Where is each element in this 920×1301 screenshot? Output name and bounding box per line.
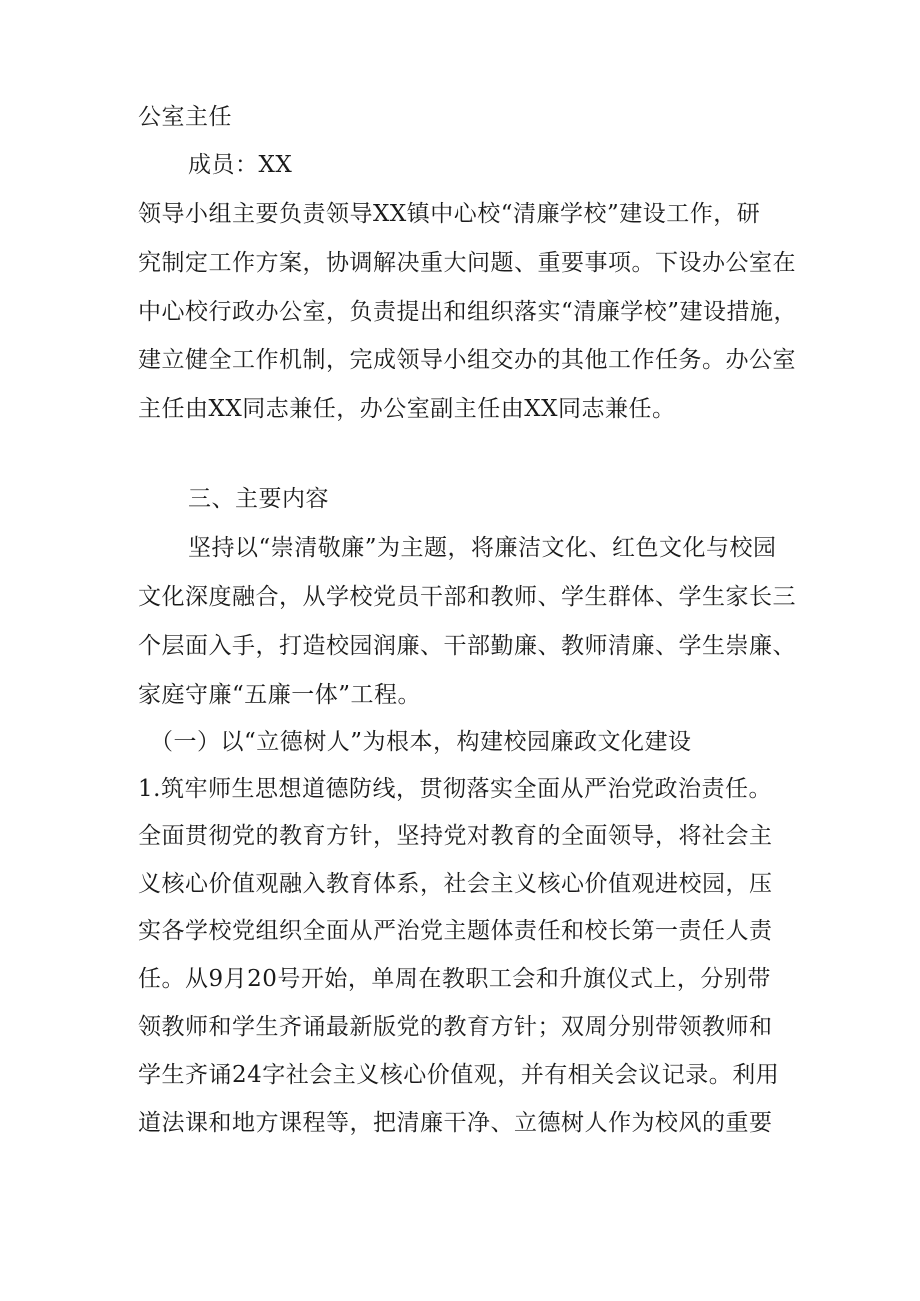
text-line: 家庭守廉“五廉一体”工程。 bbox=[138, 682, 422, 708]
text-line: 文化深度融合，从学校党员干部和教师、学生群体、学生家长三 bbox=[138, 584, 796, 610]
text-line: 实各学校党组织全面从严治党主题体责任和校长第一责任人责 bbox=[138, 918, 773, 944]
text-line: 建立健全工作机制，完成领导小组交办的其他工作任务。办公室 bbox=[138, 347, 796, 373]
text-line: 全面贯彻党的教育方针，坚持党对教育的全面领导，将社会主 bbox=[138, 823, 773, 849]
text-line: 坚持以“崇清敬廉”为主题，将廉洁文化、红色文化与校园 bbox=[188, 535, 777, 561]
text-line: 领导小组主要负责领导XX镇中心校“清廉学校”建设工作，研 bbox=[138, 201, 761, 227]
text-line: 义核心价值观融入教育体系，社会主义核心价值观进校园，压 bbox=[138, 871, 773, 897]
text-line: 个层面入手，打造校园润廉、干部勤廉、教师清廉、学生崇廉、 bbox=[138, 633, 796, 659]
text-line: 成员：XX bbox=[188, 152, 293, 178]
text-line: 学生齐诵24字社会主义核心价值观，并有相关会议记录。利用 bbox=[138, 1062, 780, 1088]
text-line: 主任由XX同志兼任，办公室副主任由XX同志兼任。 bbox=[138, 396, 676, 422]
text-line: 公室主任 bbox=[138, 104, 232, 130]
section-heading: 三、主要内容 bbox=[188, 486, 329, 512]
text-line: 道法课和地方课程等，把清廉干净、立德树人作为校风的重要 bbox=[138, 1110, 773, 1136]
subsection-heading: （一）以“立德树人”为根本，构建校园廉政文化建设 bbox=[150, 729, 692, 755]
text-line: 领教师和学生齐诵最新版党的教育方针；双周分别带领教师和 bbox=[138, 1014, 773, 1040]
text-line: 中心校行政办公室，负责提出和组织落实“清廉学校”建设措施， bbox=[138, 299, 798, 325]
text-line: 1.筑牢师生思想道德防线，贯彻落实全面从严治党政治责任。 bbox=[138, 776, 772, 802]
text-line: 任。从9月20号开始，单周在教职工会和升旗仪式上，分别带 bbox=[138, 966, 771, 992]
text-line: 究制定工作方案，协调解决重大问题、重要事项。下设办公室在 bbox=[138, 250, 796, 276]
